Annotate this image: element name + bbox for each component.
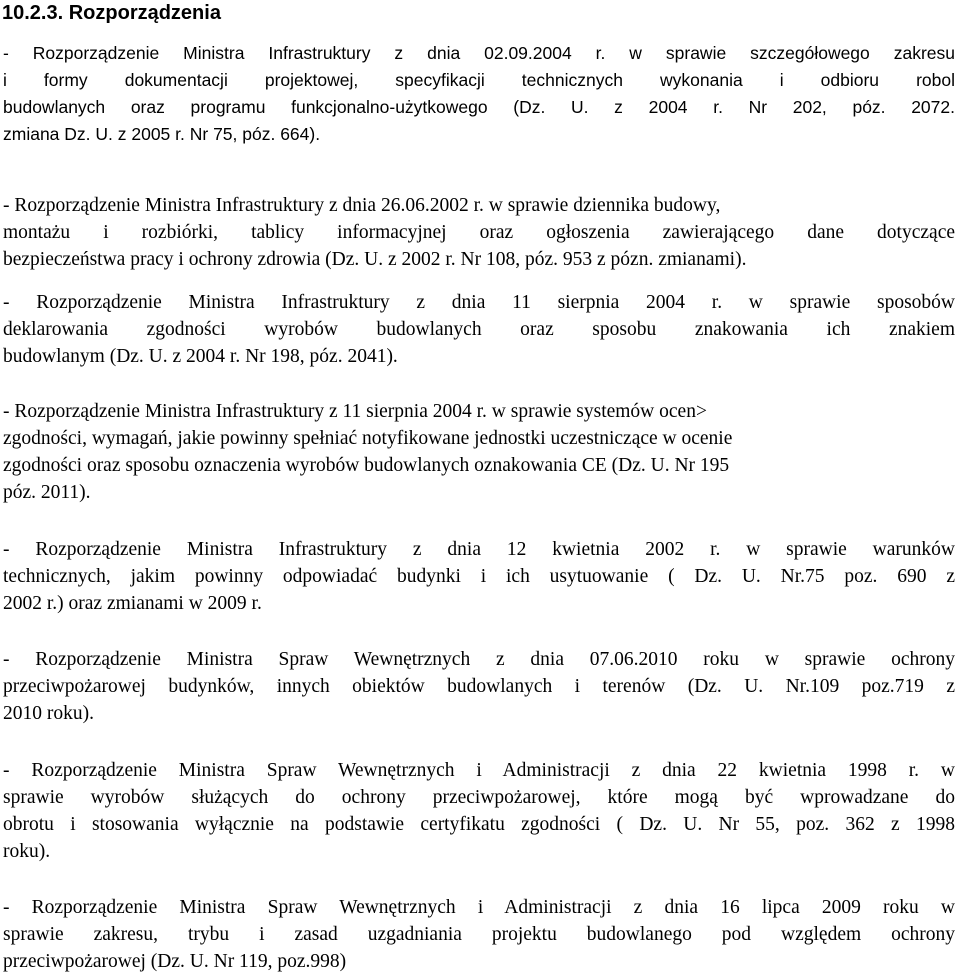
regulation-line: przeciwpożarowej (Dz. U. Nr 119, poz.998) — [3, 951, 347, 972]
regulation-line: - Rozporządzenie Ministra Infrastruktury z dnia 11 sierpnia 2004 r. w sprawie sposobów — [3, 292, 955, 313]
regulation-line: sprawie wyrobów służących do ochrony przeciwpożarowej, które mogą być wprowadzane do — [3, 787, 955, 808]
regulation-line: bezpieczeństwa pracy i ochrony zdrowia (Dz. U. z 2002 r. Nr 108, póz. 953 z pózn. zmianami). — [3, 249, 747, 270]
regulation-line: 2010 roku). — [3, 703, 94, 724]
regulation-line: - Rozporządzenie Ministra Spraw Wewnętrznych i Administracji z dnia 22 kwietnia 1998 r. w — [3, 760, 955, 781]
regulation-item-1 — [3, 40, 955, 148]
regulation-line: zgodności oraz sposobu oznaczenia wyrobów budowlanych oznakowania CE (Dz. U. Nr 195 — [3, 455, 730, 476]
regulation-line: - Rozporządzenie Ministra Spraw Wewnętrznych i Administracji z dnia 16 lipca 2009 roku w — [3, 897, 955, 918]
regulation-item-3 — [3, 289, 955, 370]
regulation-item-5 — [3, 536, 955, 617]
regulation-item-6 — [3, 646, 955, 727]
regulation-line: budowlanym (Dz. U. z 2004 r. Nr 198, póz. 2041). — [3, 346, 398, 367]
regulation-item-4 — [3, 398, 955, 506]
regulation-line: obrotu i stosowania wyłącznie na podstawie certyfikatu zgodności ( Dz. U. Nr 55, poz. 362 z 1998 — [3, 814, 955, 835]
regulation-line: i formy dokumentacji projektowej, specyfikacji technicznych wykonania i odbioru robol — [3, 70, 955, 90]
regulation-line: sprawie zakresu, trybu i zasad uzgadniania projektu budowlanego pod względem ochrony — [3, 924, 955, 945]
regulation-line: - Rozporządzenie Ministra Infrastruktury z dnia 26.06.2002 r. w sprawie dziennika budowy, — [3, 195, 721, 216]
regulation-line: technicznych, jakim powinny odpowiadać budynki i ich usytuowanie ( Dz. U. Nr.75 poz. 690 z — [3, 566, 955, 587]
regulation-item-2 — [3, 192, 955, 273]
regulation-line: deklarowania zgodności wyrobów budowlanych oraz sposobu znakowania ich znakiem — [3, 319, 955, 340]
regulation-item-8 — [3, 894, 955, 975]
regulation-line: 2002 r.) oraz zmianami w 2009 r. — [3, 593, 262, 614]
regulation-item-7 — [3, 757, 955, 865]
section-heading: 10.2.3. Rozporządzenia — [2, 2, 221, 24]
regulation-line: montażu i rozbiórki, tablicy informacyjnej oraz ogłoszenia zawierającego dane dotyczące — [3, 222, 955, 243]
regulation-line: przeciwpożarowej budynków, innych obiektów budowlanych i terenów (Dz. U. Nr.109 poz.719 z — [3, 676, 955, 697]
regulation-line: - Rozporządzenie Ministra Infrastruktury z 11 sierpnia 2004 r. w sprawie systemów ocen> — [3, 401, 707, 422]
regulation-line: póz. 2011). — [3, 482, 91, 503]
regulation-line: - Rozporządzenie Ministra Infrastruktury z dnia 02.09.2004 r. w sprawie szczegółowego zakresu — [3, 43, 955, 63]
regulation-line: - Rozporządzenie Ministra Spraw Wewnętrznych z dnia 07.06.2010 roku w sprawie ochrony — [3, 649, 955, 670]
regulation-line: roku). — [3, 841, 51, 862]
regulation-line: zmiana Dz. U. z 2005 r. Nr 75, póz. 664). — [3, 124, 321, 144]
regulation-line: - Rozporządzenie Ministra Infrastruktury z dnia 12 kwietnia 2002 r. w sprawie warunków — [3, 539, 955, 560]
regulation-line: budowlanych oraz programu funkcjonalno-użytkowego (Dz. U. z 2004 r. Nr 202, póz. 2072. — [3, 97, 955, 117]
regulation-line: zgodności, wymagań, jakie powinny spełniać notyfikowane jednostki uczestniczące w ocenie — [3, 428, 733, 449]
